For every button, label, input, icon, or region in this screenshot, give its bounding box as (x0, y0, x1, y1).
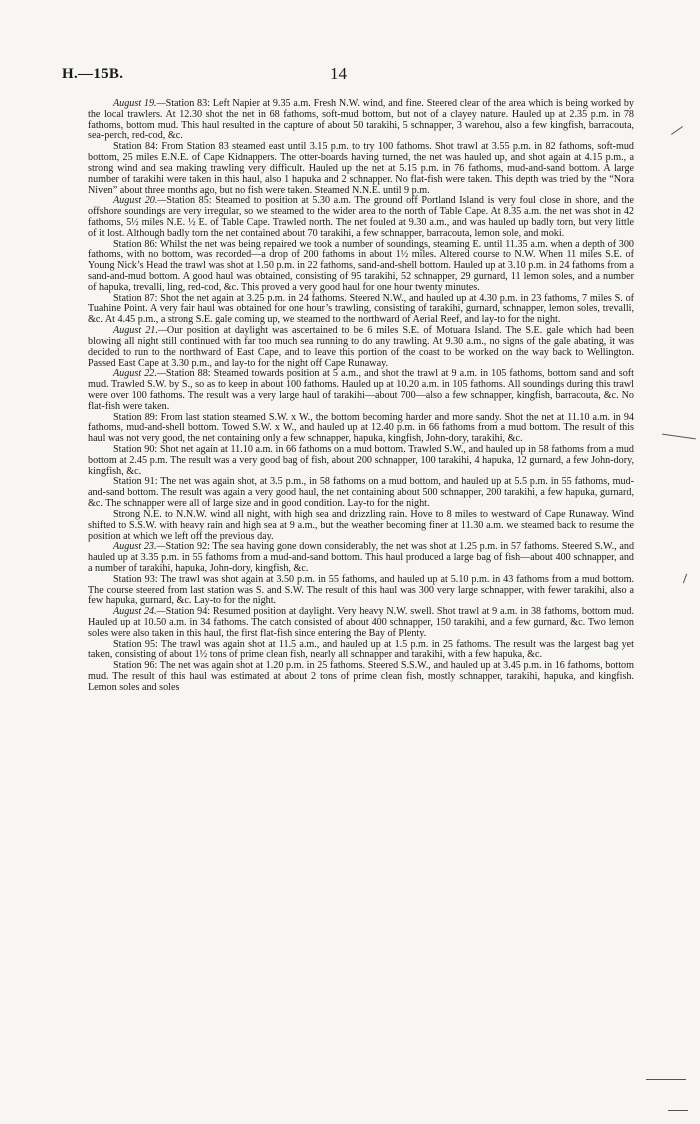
margin-mark (668, 1110, 688, 1111)
paragraph-text: Station 92: The sea having gone down considerably, the net was shot at 1.25 p.m. in 57 fathoms. Steered S.W., and hauled up at 3.35 p.m. in 55 fathoms from a mud-and-sand bottom. This haul produced a large bag of fish—about 400 schnapper, and a number of tarakihi, hapuka, John-dory, kingfish, &c. (88, 541, 635, 574)
paragraph-text: Station 91: The net was again shot, at 3.5 p.m., in 58 fathoms on a mud bottom, and hauled up at 5.5 p.m. in 55 fathoms, mud-and-sand bottom. The result was again a very good haul, the net containing about 500 schnapper, 200 tarakihi, a few hapuka, gurnard, &c. The schnapper were all of large size and in good condition. Lay-to for the night. (88, 476, 634, 510)
paragraph-text: Station 95: The trawl was again shot at 11.5 a.m., and hauled up at 1.5 p.m. in 25 fathoms. The result was the largest bag yet taken, consisting of about 1½ tons of prime clean fish, nearly all schnapper and tarakihi, with a few hapuka, &c. (88, 638, 634, 661)
paragraph-text: Station 90: Shot net again at 11.10 a.m. in 66 fathoms on a mud bottom. Trawled S.W., and hauled up in 58 fathoms from a mud bottom at 2.45 p.m. The result was a very good bag of fish, about 200 schnapper, 100 tarakihi, 4 hapuka, 12 gurnard, a few John-dory, kingfish, &c. (88, 444, 634, 477)
margin-mark (683, 574, 687, 584)
paragraph-station-84 (88, 142, 634, 196)
page-number: 14 (330, 64, 347, 83)
paragraph-station-92 (88, 542, 634, 574)
paragraph-station-86 (88, 240, 634, 294)
report-body (88, 99, 634, 694)
paragraph-station-95 (88, 640, 634, 662)
margin-mark (646, 1079, 686, 1080)
paragraph-station-85 (88, 196, 634, 239)
paragraph-text: Station 83: Left Napier at 9.35 a.m. Fresh N.W. wind, and fine. Steered clear of the area which is being worked by the local trawlers. At 12.30 shot the net in 68 fathoms, soft-mud bottom, but not of a clayey nature. Hauled up at 2.35 p.m. in 78 fathoms, bottom mud. This haul resulted in the capture of about 50 tarakihi, 5 schnapper, 3 warehou, also a few kingfish, barracouta, sea-perch, red-cod, &c. (88, 98, 634, 142)
entry-date: August 23.— (113, 541, 166, 553)
paragraph-text: Station 96: The net was again shot at 1.20 p.m. in 25 fathoms. Steered S.S.W., and hauled up at 3.45 p.m. in 16 fathoms, bottom mud. The result of this haul was estimated at about 2 tons of prime clean fish, mostly schnapper, tarakihi, hapuka, and kingfish. Lemon soles and soles (88, 660, 634, 693)
paragraph-text: Station 93: The trawl was shot again at 3.50 p.m. in 55 fathoms, and hauled up at 5.10 p.m. in 43 fathoms from a mud bottom. The course steered from last station was S. and S.W. The result of this haul was 300 very large schnapper, with fewer tarakihi, also a few hapuka, gurnard, &c. Lay-to for the night. (88, 573, 634, 607)
paragraph-station-88 (88, 369, 634, 412)
margin-mark (662, 434, 696, 440)
paragraph-text: Station 85: Steamed to position at 5.30 a.m. The ground off Portland Island is very foul close in shore, and the offshore soundings are very irregular, so we steamed to the wider area to the north of Table Cape. At 8.35 a.m. the net was shot in 42 fathoms, 5½ miles N.E. ½ E. of Table Cape. Trawled north. The net fouled at 9.30 a.m., and was hauled up badly torn, but very little of it lost. Although badly torn the net contained about 70 tarakihi, a few schnapper, barracouta, lemon sole, and moki. (88, 195, 634, 239)
paragraph-text: Station 88: Steamed towards position at 5 a.m., and shot the trawl at 9 a.m. in 105 fathoms, bottom sand and soft mud. Trawled S.W. by S., so as to keep in about 100 fathoms. Hauled up at 10.20 a.m. in 105 fathoms. All soundings during this trawl were over 100 fathoms. The result was a very large haul of tarakihi—about 700—also a few schnapper, kingfish, barracouta, &c. No flat-fish were taken. (88, 368, 634, 412)
entry-date: August 20.— (113, 195, 167, 207)
paragraph-august-21 (88, 326, 634, 369)
paragraph-text: Station 84: From Station 83 steamed east until 3.15 p.m. to try 100 fathoms. Shot trawl at 3.55 p.m. in 82 fathoms, soft-mud bottom, 25 miles E.N.E. of Cape Kidnappers. The otter-boards having turned, the net was hauled up, and shot again at 4.15 p.m., a strong wind and sea making trawling very difficult. Hauled up the net at 5.15 p.m. in 76 fathoms, mud-and-sand bottom. A large number of tarakihi were taken in this haul, also 1 hapuka and 2 schnapper. No flat-fish were taken. This depth was tried by the “Nora Niven” about three months ago, but no fish were taken. Steamed N.N.E. until 9 p.m. (88, 141, 634, 196)
paragraph-station-94 (88, 607, 634, 639)
paragraph-station-91 (88, 477, 634, 509)
paragraph-text: Station 89: From last station steamed S.W. x W., the bottom becoming harder and more sandy. Shot the net at 11.10 a.m. in 94 fathoms, mud-and-shell bottom. Towed S.W. x W., and hauled up at 12.40 p.m. in 66 fathoms from a mud bottom. The result of this haul was not very good, the net containing only a few schnapper, hapuka, kingfish, John-dory, tarakihi, &c. (88, 411, 634, 445)
paragraph-text: Our position at daylight was ascertained to be 6 miles S.E. of Motuara Island. The S.E. gale which had been blowing all night still continued with far too much sea running to do any trawling. At 9.30 a.m., no signs of the gale abating, it was decided to run to the northward of East Cape, and to leave this portion of the coast to be worked on the way back to Wellington. Passed East Cape at 3.30 p.m., and lay-to for the night off Cape Runaway. (88, 325, 634, 369)
margin-mark (671, 126, 683, 135)
paragraph-station-87 (88, 294, 634, 326)
paragraph-station-90 (88, 445, 634, 477)
page-header (62, 66, 627, 86)
entry-date: August 21.— (113, 325, 167, 337)
entry-date: August 24.— (113, 606, 166, 618)
paragraph-text: Station 87: Shot the net again at 3.25 p.m. in 24 fathoms. Steered N.W., and hauled up at 4.30 p.m. in 23 fathoms, 7 miles S. of Tuahine Point. A very fair haul was obtained for one hour’s trawling, consisting of tarakihi, gurnard, schnapper, lemon soles, trevalli, &c. At 4.45 p.m., a strong S.E. gale coming up, we steamed to the northward of Aerial Reef, and lay-to for the night. (88, 292, 634, 326)
paragraph-station-93 (88, 575, 634, 607)
entry-date: August 19.— (113, 98, 166, 109)
paragraph-text: Station 86: Whilst the net was being repaired we took a number of soundings, steaming E. until 11.35 a.m. when a depth of 300 fathoms, with no bottom, was recorded—a drop of 200 fathoms in about 1½ miles. Altered course to N.W. When 11 miles S.E. of Young Nick’s Head the trawl was shot at 1.50 p.m. in 22 fathoms, sand-and-shell bottom. Hauled up at 3.10 p.m. in 24 fathoms from a sand-and-mud bottom. A good haul was obtained, consisting of 95 tarakihi, 52 schnapper, 29 gurnard, 11 lemon soles, and a number of hapuka, trevalli, ling, red-cod, &c. This proved a very good haul for one hour twenty minutes. (88, 238, 634, 293)
paragraph-text: Strong N.E. to N.N.W. wind all night, with high sea and drizzling rain. Hove to 8 miles to westward of Cape Runaway. Wind shifted to S.S.W. with heavy rain and high sea at 9 a.m., but the weather becoming finer at 11.30 a.m. we steamed back to resume the position at which we left off the previous day. (88, 508, 634, 542)
paragraph-station-96 (88, 661, 634, 693)
paragraph-weather (88, 510, 634, 542)
document-code: H.—15B. (62, 66, 124, 82)
entry-date: August 22.— (113, 368, 166, 380)
paragraph-station-83 (88, 99, 634, 142)
paragraph-text: Station 94: Resumed position at daylight. Very heavy N.W. swell. Shot trawl at 9 a.m. in 38 fathoms, bottom mud. Hauled up at 10.50 a.m. in 34 fathoms. The catch consisted of about 400 schnapper, 150 tarakihi, and a few gurnard, &c. Two lemon soles were also taken in this haul, the first flat-fish since entering the Bay of Plenty. (88, 606, 634, 639)
paragraph-station-89 (88, 413, 634, 445)
